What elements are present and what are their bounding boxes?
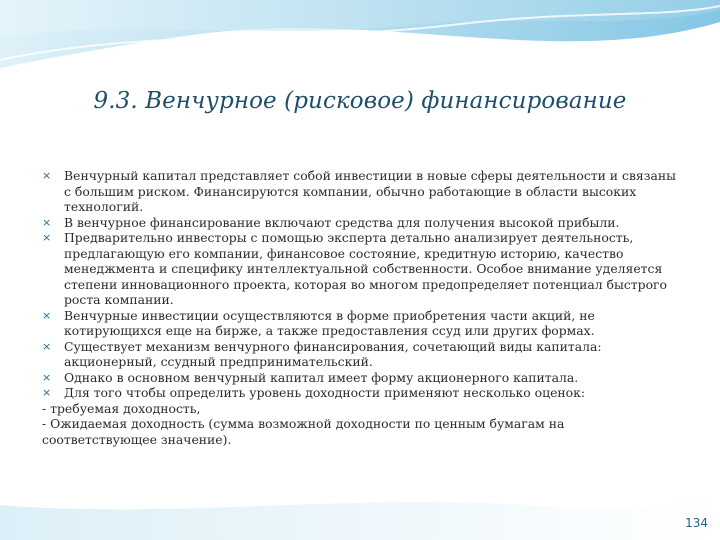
x-bullet-icon: × [42,339,52,353]
page-number: 134 [685,516,708,530]
bullet-item [42,308,678,339]
bullet-text: Венчурные инвестиции осуществляются в форме приобретения части акций, не котирующихся еще на бирже, а также предоставления ссуд или других формах. [64,307,595,338]
x-bullet-icon: × [42,215,52,229]
bullet-text: Венчурный капитал представляет собой инвестиции в новые сферы деятельности и связаны с большим риском. Финансируются компании, обычно работающие в области высоких технологий. [64,168,676,214]
x-bullet-icon: × [42,231,52,244]
bullet-item [42,168,678,215]
slide-content [42,168,678,447]
x-bullet-icon: × [42,370,52,384]
dash-line: - Ожидаемая доходность (сумма возможной доходности по ценным бумагам на соответствующее значение). [42,416,565,447]
dash-line: - требуемая доходность, [42,400,201,416]
bullet-text: Предварительно инвесторы с помощью эксперта детально анализирует деятельность, предлагающую его компании, финансовое состояние, кредитную историю, качество менеджмента и специфику интеллектуальной собственности. Особое внимание уделяется степени инновационного проекта, которая во многом предопределяет потенциал быстрого роста компании. [64,230,667,307]
bullet-text: Для того чтобы определить уровень доходности применяют несколько оценок: [64,385,586,400]
bullet-item [42,230,678,308]
bullet-text: Существует механизм венчурного финансирования, сочетающий виды капитала: акционерный, ссудный предпринимательский. [64,338,602,369]
x-bullet-icon: × [42,386,52,399]
bullet-item [42,339,678,370]
bullet-text: Однако в основном венчурный капитал имеет форму акционерного капитала. [64,369,579,385]
bullet-item [42,215,678,231]
slide-title: 9.3. Венчурное (рисковое) финансирование [93,88,627,114]
bullet-item [42,385,678,401]
bottom-wave-band [0,492,720,540]
x-bullet-icon: × [42,169,52,182]
x-bullet-icon: × [42,308,52,322]
bullet-text: В венчурное финансирование включают средства для получения высокой прибыли. [64,214,620,230]
bullet-item [42,370,678,386]
